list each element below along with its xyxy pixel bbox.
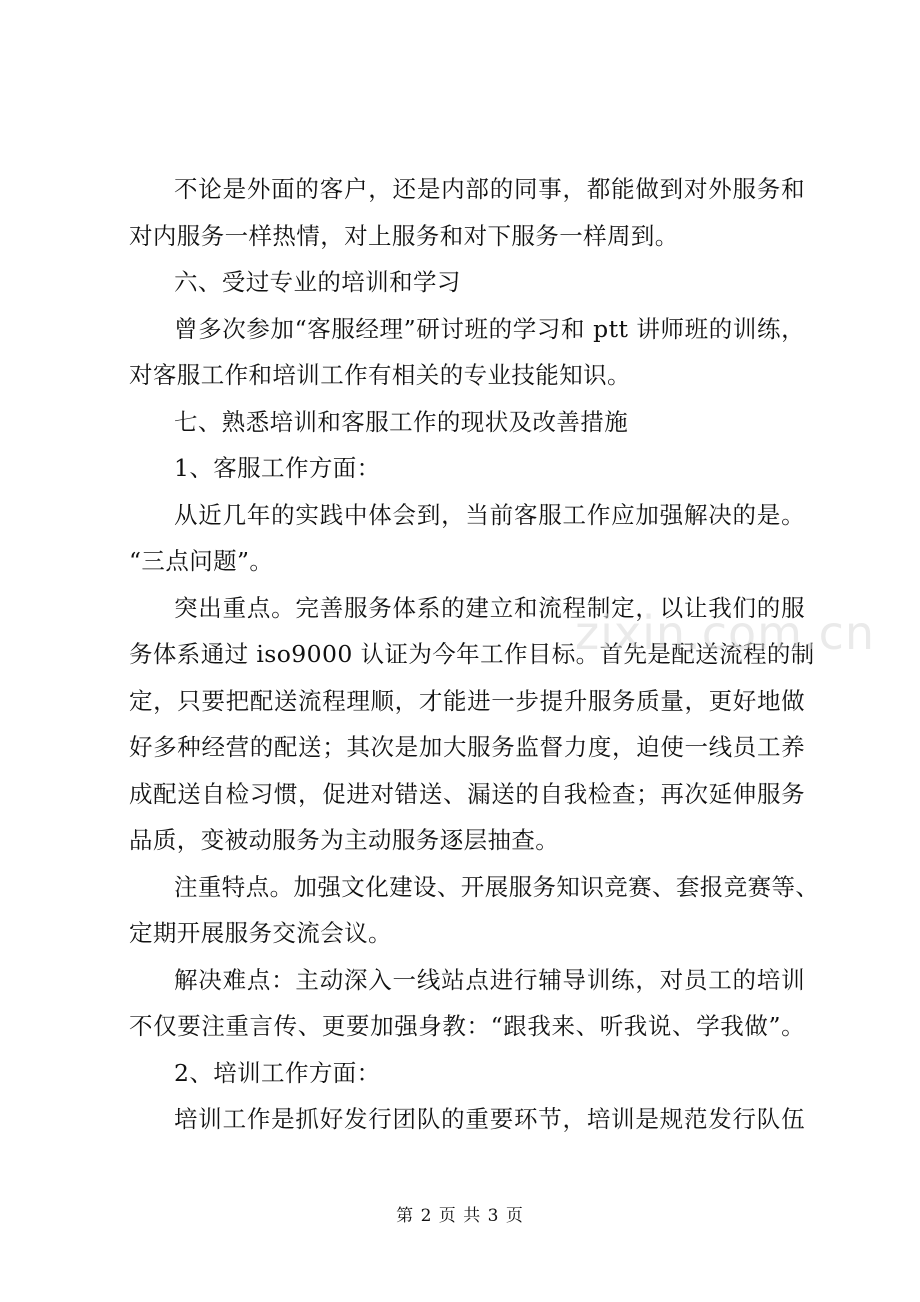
text-line: “三点问题”。 (129, 547, 274, 575)
section-heading: 七、熟悉培训和客服工作的现状及改善措施 (174, 407, 629, 436)
text-line: 好多种经营的配送；其次是加大服务监督力度，迫使一线员工养 (129, 733, 805, 761)
text-line: 品质，变被动服务为主动服务逐层抽查。 (129, 826, 560, 854)
text-line: 对内服务一样热情，对上服务和对下服务一样周到。 (129, 221, 679, 250)
watermark: zixin.com.cn (575, 606, 876, 660)
text-line: 定期开展服务交流会议。 (129, 919, 392, 947)
subsection-heading: 1、客服工作方面： (174, 454, 381, 482)
text-line: 注重特点。加强文化建设、开展服务知识竞赛、套报竞赛等、 (174, 872, 820, 901)
text-line: 解决难点：主动深入一线站点进行辅导训练，对员工的培训 (174, 965, 805, 994)
text-line: 定，只要把配送流程理顺，才能进一步提升服务质量，更好地做 (129, 686, 805, 715)
text-line: 不仅要注重言传、更要加强身教：“跟我来、听我说、学我做”。 (129, 1012, 805, 1040)
section-heading: 六、受过专业的培训和学习 (174, 268, 461, 296)
page-footer: 第 2 页 共 3 页 (396, 1206, 524, 1226)
text-line: 成配送自检习惯，促进对错送、漏送的自我检查；再次延伸服务 (129, 779, 805, 808)
text-line: 曾多次参加“客服经理”研讨班的学习和 ptt 讲师班的训练， (174, 314, 805, 343)
subsection-heading: 2、培训工作方面： (174, 1058, 381, 1087)
text-line: 不论是外面的客户，还是内部的同事，都能做到对外服务和 (174, 175, 805, 203)
text-line: 培训工作是抓好发行团队的重要环节，培训是规范发行队伍 (174, 1105, 805, 1133)
text-line: 务体系通过 iso9000 认证为今年工作目标。首先是配送流程的制 (129, 640, 815, 668)
text-line: 从近几年的实践中体会到，当前客服工作应加强解决的是。 (174, 500, 805, 529)
text-line: 对客服工作和培训工作有相关的专业技能知识。 (129, 361, 631, 389)
text-line: 突出重点。完善服务体系的建立和流程制定，以让我们的服 (174, 593, 805, 622)
